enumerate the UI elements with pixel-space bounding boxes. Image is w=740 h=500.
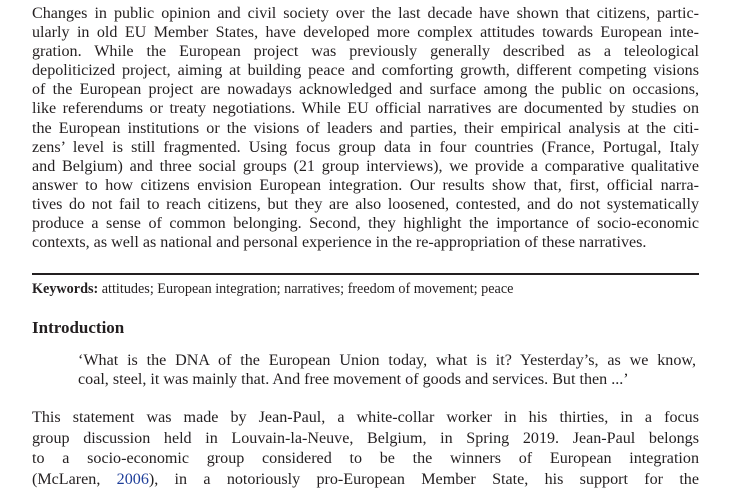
abstract-line: like referendums or treaty negotiations. While EU official narratives are documented by studies on — [32, 100, 699, 118]
body-line: This statement was made by Jean-Paul, a white-collar worker in his thirties, in a focus — [32, 409, 699, 426]
abstract-line: depoliticized project, aiming at building peace and comforting growth, different competing visions — [32, 62, 699, 80]
citation-link[interactable]: 2006 — [116, 470, 149, 488]
abstract-line: and Belgium) and three social groups (21 group interviews), we provide a comparative qualitative — [32, 157, 699, 175]
abstract-line: tives do not fail to reach citizens, but they are also loosened, contested, and do not systematically — [32, 195, 699, 213]
abstract-divider — [32, 273, 699, 275]
abstract-line: zens’ level is still fragmented. Using focus group data in four countries (France, Portugal, Italy — [32, 138, 699, 156]
abstract — [32, 4, 699, 252]
abstract-line: gration. While the European project was previously generally described as a teleological — [32, 43, 699, 61]
keywords-text: attitudes; European integration; narratives; freedom of movement; peace — [98, 281, 514, 297]
quote-line: ‘What is the DNA of the European Union today, what is it? Yesterday’s, as we know, — [78, 352, 696, 369]
body-line — [32, 470, 699, 491]
abstract-line: answer to how citizens envision European integration. Our results show that, first, official narra- — [32, 176, 699, 194]
abstract-line: ularly in old EU Member States, have developed more complex attitudes towards European inte- — [32, 24, 699, 42]
body-line: group discussion held in Louvain-la-Neuve, Belgium, in Spring 2019. Jean-Paul belongs — [32, 429, 699, 447]
abstract-line: produce a sense of common belonging. Second, they highlight the importance of socio-economic — [32, 215, 699, 233]
abstract-line: of the European project are nowadays acknowledged and surface among the public on occasions, — [32, 81, 699, 99]
body-text: ), in a notoriously pro-European Member State, his support for the — [148, 470, 699, 488]
section-heading: Introduction — [32, 318, 125, 337]
abstract-line: the European institutions or the visions of leaders and parties, their empirical analysis at the citi- — [32, 119, 699, 137]
quote-line: coal, steel, it was mainly that. And free movement of goods and services. But then ...’ — [78, 371, 629, 389]
body-paragraph — [32, 408, 699, 490]
abstract-line: Changes in public opinion and civil society over the last decade have shown that citizens, partic- — [32, 5, 699, 22]
abstract-line: contexts, as well as national and personal experience in the re-appropriation of these narratives. — [32, 234, 647, 252]
body-line: to a socio-economic group considered to be the winners of European integration — [32, 450, 699, 468]
body-text: (McLaren, — [32, 470, 117, 488]
keywords-label: Keywords: — [32, 281, 99, 297]
keywords — [32, 280, 699, 298]
block-quote — [78, 351, 696, 389]
